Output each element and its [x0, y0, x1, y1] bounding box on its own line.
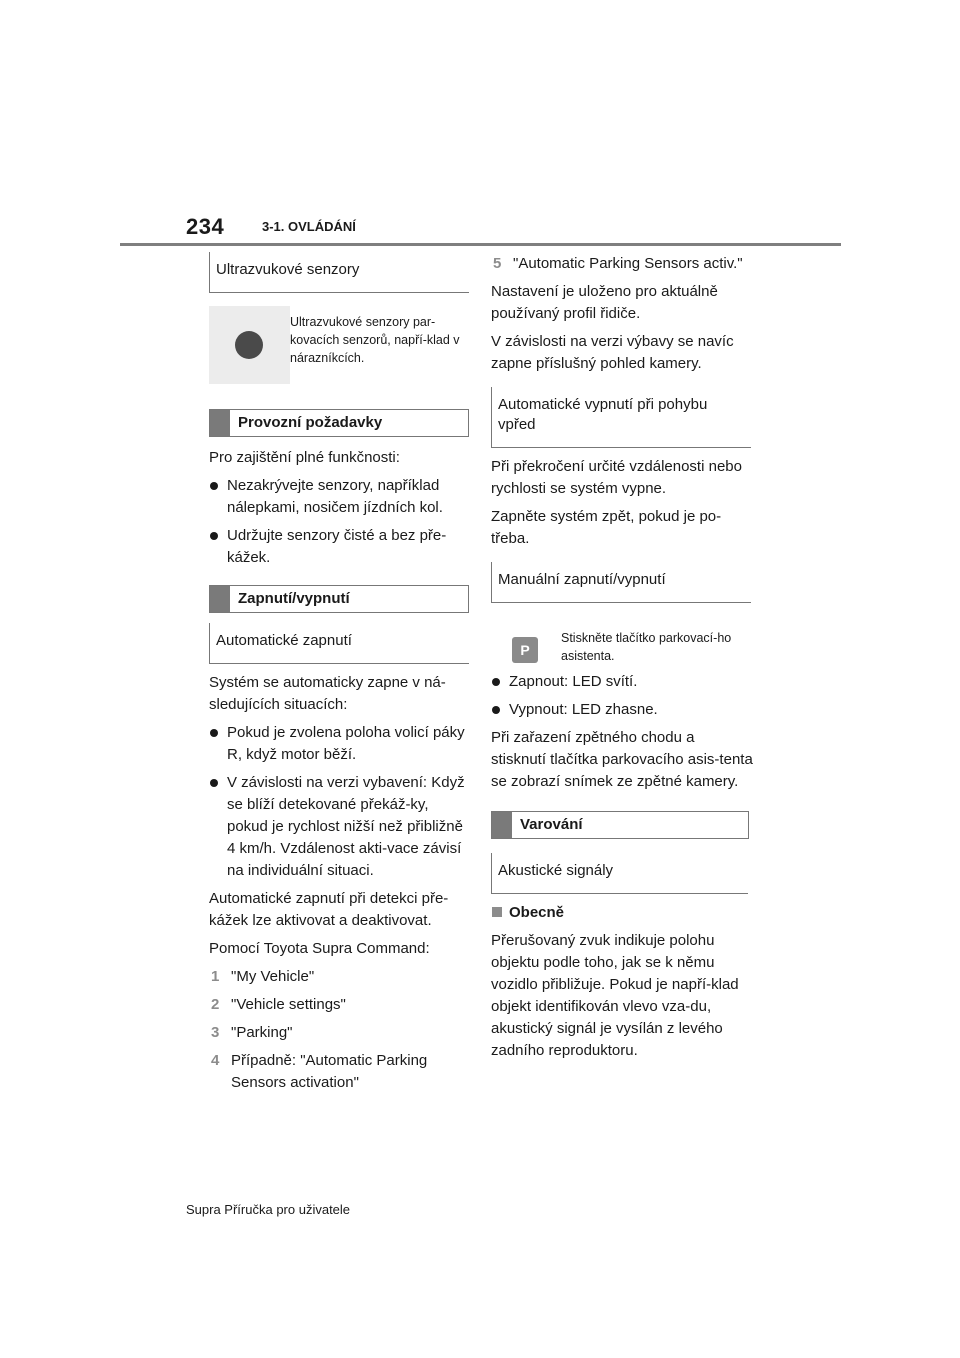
step-text: "Parking" [231, 1024, 293, 1041]
bullet-icon [210, 729, 218, 737]
auto-intro: Systém se automaticky zapne v ná-sledujících situacích: [209, 674, 446, 713]
section-title: 3-1. OVLÁDÁNÍ [262, 219, 356, 234]
camera-text: V závislosti na verzi výbavy se navíc zapne příslušný pohled kamery. [491, 333, 734, 372]
auto-off-heading: Automatické vypnutí při pohybu vpřed [491, 387, 751, 448]
list-item [209, 772, 469, 882]
heading-bar [210, 410, 230, 436]
step-number: 1 [211, 968, 220, 985]
onoff-heading-text: Zapnutí/vypnutí [238, 590, 350, 607]
step-number: 4 [211, 1052, 220, 1069]
auto-note: Automatické zapnutí při detekci pře-kážek lze aktivovat a deaktivovat. [209, 890, 449, 929]
sensor-icon [235, 331, 263, 359]
ultrasonic-heading: Ultrazvukové senzory [209, 252, 469, 293]
step-number: 5 [493, 255, 502, 272]
auto-off-text: Při překročení určité vzdálenosti nebo rychlosti se systém vypne. [491, 458, 742, 497]
footer-text: Supra Příručka pro uživatele [186, 1202, 351, 1217]
list-item [209, 722, 469, 766]
list-item-text: V závislosti na verzi vybavení: Když se blíží detekované překáž-ky, pokud je rychlost nižší než přibližně 4 km/h. Vzdálenost akti-vace závisí na individuální situaci. [227, 774, 465, 879]
step-item [209, 1050, 469, 1094]
heading-bar [210, 586, 230, 612]
step-item [209, 994, 469, 1016]
requirements-heading [209, 409, 469, 437]
list-item [491, 671, 753, 693]
right-column [491, 253, 751, 603]
manual-heading: Manuální zapnutí/vypnutí [491, 562, 751, 603]
list-item-text: Udržujte senzory čisté a bez pře-kážek. [227, 527, 447, 566]
requirements-heading-text: Provozní požadavky [238, 414, 383, 431]
list-item-text: Pokud je zvolena poloha volicí páky R, když motor běží. [227, 724, 465, 763]
list-item-text: Vypnout: LED zhasne. [509, 701, 658, 718]
bullet-icon [210, 779, 218, 787]
left-column-main [209, 409, 469, 1100]
acoustic-heading: Akustické signály [491, 853, 748, 894]
sensor-image [209, 306, 290, 384]
left-column [209, 252, 469, 293]
general-heading [491, 902, 753, 924]
right-column-lower [491, 671, 753, 1068]
saved-text: Nastavení je uloženo pro aktuálně používaný profil řidiče. [491, 283, 718, 322]
list-item [209, 525, 469, 569]
step-number: 2 [211, 996, 220, 1013]
command-intro: Pomocí Toyota Supra Command: [209, 940, 430, 957]
list-item [491, 699, 753, 721]
auto-heading: Automatické zapnutí [209, 623, 469, 664]
step-text: "Vehicle settings" [231, 996, 346, 1013]
auto-off-again: Zapněte systém zpět, pokud je po-třeba. [491, 508, 722, 547]
warning-heading-text: Varování [520, 816, 583, 833]
bullet-icon [210, 482, 218, 490]
requirements-intro: Pro zajištění plné funkčnosti: [209, 449, 400, 466]
bullet-icon [210, 532, 218, 540]
step-text: Případně: "Automatic Parking Sensors activation" [231, 1052, 428, 1091]
reverse-text: Při zařazení zpětného chodu a stisknutí tlačítka parkovacího asis-tenta se zobrazí snímek ze zpětné kamery. [491, 729, 753, 790]
step-item [491, 253, 751, 275]
list-item [209, 475, 469, 519]
general-text: Přerušovaný zvuk indikuje polohu objektu podle toho, jak se k němu vozidlo přibližuje. Pokud je napří-klad objekt identifikován vlevo vza-du, akustický signál je vysílán z levého zadního reproduktoru. [491, 932, 739, 1059]
button-caption: Stiskněte tlačítko parkovací-ho asistenta. [561, 631, 732, 663]
page-number: 234 [186, 214, 225, 239]
step-number: 3 [211, 1024, 220, 1041]
step-item [209, 1022, 469, 1044]
bullet-icon [492, 706, 500, 714]
step-text: "Automatic Parking Sensors activ." [513, 255, 743, 272]
onoff-heading [209, 585, 469, 613]
heading-bar [492, 812, 512, 838]
bullet-icon [492, 678, 500, 686]
sensor-caption: Ultrazvukové senzory par-kovacích senzorů, napří-klad v nárazníkcích. [290, 315, 460, 365]
list-item-text: Nezakrývejte senzory, například nálepkami, nosičem jízdních kol. [227, 477, 443, 516]
step-text: "My Vehicle" [231, 968, 315, 985]
step-item [209, 966, 469, 988]
header-rule [120, 243, 841, 246]
parking-assist-button-icon: P [512, 637, 538, 663]
warning-heading [491, 811, 749, 839]
list-item-text: Zapnout: LED svítí. [509, 673, 638, 690]
general-heading-text: Obecně [509, 904, 565, 921]
square-bullet-icon [492, 907, 502, 917]
